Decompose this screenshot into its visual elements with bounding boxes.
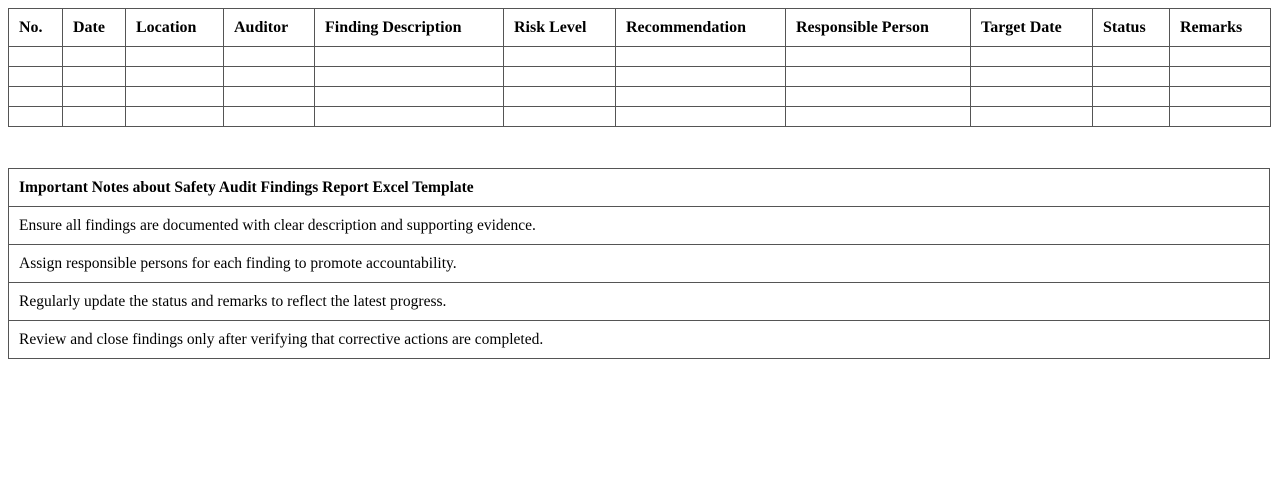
findings-header-row (9, 9, 1271, 47)
table-cell[interactable] (504, 87, 616, 107)
findings-table (8, 8, 1271, 127)
table-cell[interactable] (1093, 87, 1170, 107)
table-row (9, 107, 1271, 127)
note-item: Review and close findings only after verifying that corrective actions are completed. (9, 321, 1270, 359)
header-risk-level: Risk Level (504, 9, 616, 47)
table-cell[interactable] (224, 47, 315, 67)
notes-row (9, 245, 1270, 283)
table-cell[interactable] (971, 47, 1093, 67)
header-status: Status (1093, 9, 1170, 47)
findings-body (9, 47, 1271, 127)
table-cell[interactable] (63, 107, 126, 127)
table-cell[interactable] (126, 107, 224, 127)
table-cell[interactable] (971, 67, 1093, 87)
notes-row (9, 207, 1270, 245)
table-row (9, 87, 1271, 107)
table-cell[interactable] (9, 87, 63, 107)
table-cell[interactable] (786, 47, 971, 67)
table-cell[interactable] (126, 87, 224, 107)
table-cell[interactable] (315, 87, 504, 107)
table-cell[interactable] (616, 67, 786, 87)
table-cell[interactable] (1093, 67, 1170, 87)
table-cell[interactable] (224, 67, 315, 87)
header-no: No. (9, 9, 63, 47)
table-cell[interactable] (786, 67, 971, 87)
table-cell[interactable] (9, 47, 63, 67)
notes-title: Important Notes about Safety Audit Findings Report Excel Template (9, 169, 1270, 207)
notes-row (9, 321, 1270, 359)
table-cell[interactable] (504, 67, 616, 87)
notes-title-row (9, 169, 1270, 207)
header-date: Date (63, 9, 126, 47)
table-cell[interactable] (126, 47, 224, 67)
header-target-date: Target Date (971, 9, 1093, 47)
note-item: Regularly update the status and remarks to reflect the latest progress. (9, 283, 1270, 321)
table-cell[interactable] (63, 67, 126, 87)
header-remarks: Remarks (1170, 9, 1271, 47)
table-cell[interactable] (504, 107, 616, 127)
table-cell[interactable] (1170, 107, 1271, 127)
table-row (9, 47, 1271, 67)
table-cell[interactable] (9, 67, 63, 87)
table-cell[interactable] (315, 47, 504, 67)
table-cell[interactable] (1170, 67, 1271, 87)
table-cell[interactable] (126, 67, 224, 87)
table-cell[interactable] (616, 47, 786, 67)
table-cell[interactable] (616, 107, 786, 127)
table-cell[interactable] (616, 87, 786, 107)
table-cell[interactable] (63, 47, 126, 67)
table-cell[interactable] (971, 87, 1093, 107)
table-cell[interactable] (504, 47, 616, 67)
table-cell[interactable] (971, 107, 1093, 127)
header-recommendation: Recommendation (616, 9, 786, 47)
table-cell[interactable] (9, 107, 63, 127)
header-location: Location (126, 9, 224, 47)
header-auditor: Auditor (224, 9, 315, 47)
table-cell[interactable] (315, 107, 504, 127)
header-responsible-person: Responsible Person (786, 9, 971, 47)
table-cell[interactable] (786, 87, 971, 107)
header-finding-description: Finding Description (315, 9, 504, 47)
table-cell[interactable] (224, 87, 315, 107)
table-row (9, 67, 1271, 87)
notes-row (9, 283, 1270, 321)
table-cell[interactable] (1093, 107, 1170, 127)
table-cell[interactable] (1170, 47, 1271, 67)
table-cell[interactable] (786, 107, 971, 127)
table-cell[interactable] (224, 107, 315, 127)
table-cell[interactable] (1093, 47, 1170, 67)
table-cell[interactable] (1170, 87, 1271, 107)
table-cell[interactable] (63, 87, 126, 107)
notes-table (8, 168, 1270, 359)
note-item: Assign responsible persons for each finding to promote accountability. (9, 245, 1270, 283)
note-item: Ensure all findings are documented with clear description and supporting evidence. (9, 207, 1270, 245)
table-cell[interactable] (315, 67, 504, 87)
